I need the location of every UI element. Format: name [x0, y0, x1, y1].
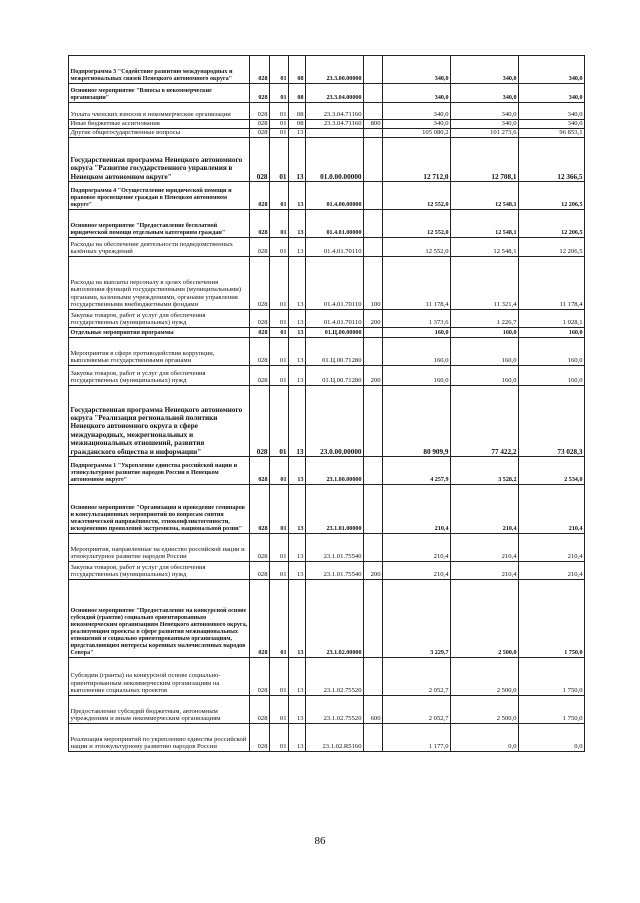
subsection-code-cell: 13 — [289, 534, 306, 562]
section-code-cell: 01 — [270, 238, 289, 257]
subsection-code-cell: 13 — [289, 138, 306, 182]
ved-code-cell: 028 — [250, 182, 270, 210]
amount-year3-cell: 340,0 — [519, 120, 585, 129]
amount-year1-cell: 340,0 — [383, 56, 451, 84]
amount-year2-cell: 2 500,0 — [451, 580, 519, 658]
amount-year3-cell: 160,0 — [519, 328, 585, 338]
amount-year2-cell: 2 500,0 — [451, 696, 519, 724]
amount-year2-cell: 160,0 — [451, 366, 519, 386]
section-code-cell: 01 — [270, 56, 289, 84]
section-code-cell: 01 — [270, 328, 289, 338]
amount-year3-cell: 210,4 — [519, 562, 585, 580]
ved-code-cell: 028 — [250, 658, 270, 696]
amount-year3-cell: 96 853,1 — [519, 129, 585, 138]
subsection-code-cell: 13 — [289, 182, 306, 210]
ved-code-cell: 028 — [250, 138, 270, 182]
amount-year2-cell: 340,0 — [451, 56, 519, 84]
expense-type-cell — [364, 138, 383, 182]
amount-year1-cell: 210,4 — [383, 562, 451, 580]
expense-type-cell — [364, 103, 383, 120]
target-article-cell: 23.1.01.00000 — [306, 485, 364, 534]
amount-year1-cell: 12 552,0 — [383, 238, 451, 257]
expense-type-cell — [364, 182, 383, 210]
subsection-code-cell: 08 — [289, 56, 306, 84]
ved-code-cell: 028 — [250, 310, 270, 328]
ved-code-cell: 028 — [250, 457, 270, 485]
ved-code-cell: 028 — [250, 56, 270, 84]
section-code-cell: 01 — [270, 84, 289, 103]
row-name-cell: Мероприятия, направленные на единство российской нации и этнокультурное развитие народов России — [69, 534, 250, 562]
row-name-cell: Основное мероприятие "Предоставление бесплатной юридической помощи отдельным категориям граждан" — [69, 210, 250, 238]
target-article-cell: 01.Ц.00.00000 — [306, 328, 364, 338]
amount-year1-cell: 12 712,0 — [383, 138, 451, 182]
target-article-cell: 01.4.01.70110 — [306, 257, 364, 310]
table-row — [69, 182, 585, 210]
target-article-cell: 23.1.02.R5160 — [306, 724, 364, 752]
section-code-cell: 01 — [270, 210, 289, 238]
subsection-code-cell: 13 — [289, 457, 306, 485]
table-row — [69, 724, 585, 752]
amount-year1-cell: 160,0 — [383, 328, 451, 338]
row-name-cell: Реализация мероприятий по укреплению единства российской нации и этнокультурному развитию народов России — [69, 724, 250, 752]
amount-year3-cell: 12 366,5 — [519, 138, 585, 182]
expense-type-cell: 200 — [364, 310, 383, 328]
row-name-cell: Основное мероприятие "Предоставление на конкурсной основе субсидий (грантов) социально ориентированным некоммерческим организациям Ненецкого автономного округа, реализующим проекты в сфере развития межнациональных отношений и социально ориентированным организациям, представляющим интересы коренных малочисленных народов Севера" — [69, 580, 250, 658]
amount-year1-cell: 1 373,6 — [383, 310, 451, 328]
table-row — [69, 386, 585, 457]
amount-year1-cell: 12 552,0 — [383, 182, 451, 210]
row-name-cell: Основное мероприятие "Организация и проведение семинаров и консультационных мероприятий по вопросам снятия межэтнической напряжённости, этноконфликтогенности, искоренению проявлений экстремизма, национальной розни" — [69, 485, 250, 534]
amount-year3-cell: 1 750,0 — [519, 580, 585, 658]
target-article-cell: 23.1.01.75540 — [306, 534, 364, 562]
subsection-code-cell: 13 — [289, 658, 306, 696]
row-name-cell: Закупка товаров, работ и услуг для обеспечения государственных (муниципальных) нужд — [69, 562, 250, 580]
target-article-cell: 23.3.04.71160 — [306, 103, 364, 120]
amount-year1-cell: 80 909,9 — [383, 386, 451, 457]
row-name-cell: Субсидии (гранты) на конкурсной основе социально-ориентированным некоммерческим организациям на выполнение социальных проектов — [69, 658, 250, 696]
expense-type-cell — [364, 534, 383, 562]
ved-code-cell: 028 — [250, 366, 270, 386]
table-row — [69, 562, 585, 580]
target-article-cell — [306, 129, 364, 138]
amount-year3-cell: 73 028,3 — [519, 386, 585, 457]
amount-year3-cell: 1 750,0 — [519, 658, 585, 696]
amount-year1-cell: 210,4 — [383, 534, 451, 562]
row-name-cell: Уплата членских взносов в некоммерческие организации — [69, 103, 250, 120]
amount-year3-cell: 0,0 — [519, 724, 585, 752]
amount-year3-cell: 340,0 — [519, 84, 585, 103]
amount-year2-cell: 12 548,1 — [451, 210, 519, 238]
table-row — [69, 84, 585, 103]
amount-year2-cell: 160,0 — [451, 328, 519, 338]
amount-year1-cell: 11 178,4 — [383, 257, 451, 310]
subsection-code-cell: 13 — [289, 210, 306, 238]
table-row — [69, 338, 585, 366]
amount-year2-cell: 210,4 — [451, 485, 519, 534]
amount-year2-cell: 160,0 — [451, 338, 519, 366]
table-row — [69, 457, 585, 485]
amount-year3-cell: 160,0 — [519, 338, 585, 366]
target-article-cell: 23.3.00.00000 — [306, 56, 364, 84]
amount-year1-cell: 340,0 — [383, 103, 451, 120]
amount-year3-cell: 11 178,4 — [519, 257, 585, 310]
amount-year2-cell: 12 548,1 — [451, 182, 519, 210]
target-article-cell: 23.1.02.75520 — [306, 658, 364, 696]
subsection-code-cell: 13 — [289, 129, 306, 138]
amount-year1-cell: 340,0 — [383, 120, 451, 129]
section-code-cell: 01 — [270, 534, 289, 562]
ved-code-cell: 028 — [250, 534, 270, 562]
subsection-code-cell: 13 — [289, 724, 306, 752]
ved-code-cell: 028 — [250, 328, 270, 338]
row-name-cell: Закупка товаров, работ и услуг для обеспечения государственных (муниципальных) нужд — [69, 366, 250, 386]
subsection-code-cell: 13 — [289, 338, 306, 366]
subsection-code-cell: 13 — [289, 310, 306, 328]
amount-year2-cell: 210,4 — [451, 562, 519, 580]
ved-code-cell: 028 — [250, 257, 270, 310]
budget-table — [68, 55, 585, 752]
amount-year2-cell: 2 500,0 — [451, 658, 519, 696]
amount-year2-cell: 1 226,7 — [451, 310, 519, 328]
target-article-cell: 23.1.00.00000 — [306, 457, 364, 485]
amount-year2-cell: 0,0 — [451, 724, 519, 752]
table-row — [69, 103, 585, 120]
amount-year2-cell: 3 528,2 — [451, 457, 519, 485]
table-row — [69, 56, 585, 84]
subsection-code-cell: 08 — [289, 103, 306, 120]
row-name-cell: Другие общегосударственные вопросы — [69, 129, 250, 138]
table-row — [69, 310, 585, 328]
section-code-cell: 01 — [270, 457, 289, 485]
target-article-cell: 23.1.01.75540 — [306, 562, 364, 580]
expense-type-cell: 100 — [364, 257, 383, 310]
expense-type-cell — [364, 386, 383, 457]
target-article-cell: 23.3.04.00000 — [306, 84, 364, 103]
ved-code-cell: 028 — [250, 120, 270, 129]
subsection-code-cell: 13 — [289, 366, 306, 386]
amount-year2-cell: 77 422,2 — [451, 386, 519, 457]
subsection-code-cell: 13 — [289, 238, 306, 257]
expense-type-cell — [364, 457, 383, 485]
expense-type-cell — [364, 724, 383, 752]
target-article-cell: 23.3.04.71160 — [306, 120, 364, 129]
expense-type-cell: 800 — [364, 120, 383, 129]
row-name-cell: Расходы на обеспечение деятельности подведомственных казённых учреждений — [69, 238, 250, 257]
section-code-cell: 01 — [270, 103, 289, 120]
table-row — [69, 129, 585, 138]
ved-code-cell: 028 — [250, 84, 270, 103]
ved-code-cell: 028 — [250, 562, 270, 580]
amount-year3-cell: 340,0 — [519, 103, 585, 120]
section-code-cell: 01 — [270, 310, 289, 328]
expense-type-cell: 200 — [364, 562, 383, 580]
subsection-code-cell: 13 — [289, 386, 306, 457]
target-article-cell: 23.1.02.75520 — [306, 696, 364, 724]
amount-year2-cell: 12 548,1 — [451, 238, 519, 257]
amount-year1-cell: 340,0 — [383, 84, 451, 103]
expense-type-cell — [364, 84, 383, 103]
amount-year1-cell: 4 257,9 — [383, 457, 451, 485]
table-row — [69, 485, 585, 534]
table-row — [69, 210, 585, 238]
amount-year2-cell: 340,0 — [451, 120, 519, 129]
expense-type-cell — [364, 485, 383, 534]
table-row — [69, 658, 585, 696]
amount-year3-cell: 12 206,5 — [519, 210, 585, 238]
expense-type-cell — [364, 658, 383, 696]
subsection-code-cell: 13 — [289, 328, 306, 338]
expense-type-cell — [364, 210, 383, 238]
table-row — [69, 696, 585, 724]
ved-code-cell: 028 — [250, 129, 270, 138]
amount-year2-cell: 101 273,6 — [451, 129, 519, 138]
target-article-cell: 01.Ц.00.71280 — [306, 366, 364, 386]
amount-year1-cell: 210,4 — [383, 485, 451, 534]
section-code-cell: 01 — [270, 580, 289, 658]
amount-year3-cell: 1 028,1 — [519, 310, 585, 328]
section-code-cell: 01 — [270, 138, 289, 182]
section-code-cell: 01 — [270, 562, 289, 580]
amount-year1-cell: 3 229,7 — [383, 580, 451, 658]
table-row — [69, 257, 585, 310]
amount-year2-cell: 11 321,4 — [451, 257, 519, 310]
row-name-cell: Предоставление субсидий бюджетным, автономным учреждениям и иным некоммерческим организациям — [69, 696, 250, 724]
row-name-cell: Подпрограмма 4 "Осуществление юридической помощи и правовое просвещение граждан в Ненецком автономном округе" — [69, 182, 250, 210]
amount-year3-cell: 12 206,5 — [519, 182, 585, 210]
amount-year2-cell: 340,0 — [451, 103, 519, 120]
row-name-cell: Иные бюджетные ассигнования — [69, 120, 250, 129]
expense-type-cell — [364, 56, 383, 84]
amount-year1-cell: 1 177,0 — [383, 724, 451, 752]
section-code-cell: 01 — [270, 182, 289, 210]
ved-code-cell: 028 — [250, 485, 270, 534]
amount-year3-cell: 12 206,5 — [519, 238, 585, 257]
expense-type-cell — [364, 580, 383, 658]
table-row — [69, 328, 585, 338]
page-number: 86 — [314, 835, 326, 847]
subsection-code-cell: 13 — [289, 485, 306, 534]
expense-type-cell — [364, 338, 383, 366]
amount-year3-cell: 210,4 — [519, 534, 585, 562]
table-row — [69, 580, 585, 658]
target-article-cell: 23.0.00.00000 — [306, 386, 364, 457]
row-name-cell: Государственная программа Ненецкого автономного округа "Развитие государственного управления в Ненецком автономном округе" — [69, 138, 250, 182]
target-article-cell: 01.4.01.70110 — [306, 310, 364, 328]
amount-year1-cell: 12 552,0 — [383, 210, 451, 238]
expense-type-cell: 200 — [364, 366, 383, 386]
section-code-cell: 01 — [270, 120, 289, 129]
ved-code-cell: 028 — [250, 338, 270, 366]
ved-code-cell: 028 — [250, 580, 270, 658]
subsection-code-cell: 13 — [289, 580, 306, 658]
subsection-code-cell: 13 — [289, 562, 306, 580]
target-article-cell: 01.4.01.00000 — [306, 210, 364, 238]
amount-year3-cell: 2 534,0 — [519, 457, 585, 485]
section-code-cell: 01 — [270, 724, 289, 752]
expense-type-cell — [364, 328, 383, 338]
table-row — [69, 366, 585, 386]
ved-code-cell: 028 — [250, 238, 270, 257]
amount-year1-cell: 160,0 — [383, 338, 451, 366]
section-code-cell: 01 — [270, 696, 289, 724]
row-name-cell: Подпрограмма 1 "Укрепление единства российской нации и этнокультурное развитие народов России в Ненецком автономном округе" — [69, 457, 250, 485]
amount-year1-cell: 160,0 — [383, 366, 451, 386]
ved-code-cell: 028 — [250, 103, 270, 120]
section-code-cell: 01 — [270, 658, 289, 696]
table-row — [69, 120, 585, 129]
subsection-code-cell: 13 — [289, 696, 306, 724]
ved-code-cell: 028 — [250, 386, 270, 457]
row-name-cell: Основное мероприятие "Взносы в некоммерческие организации" — [69, 84, 250, 103]
target-article-cell: 01.0.00.00000 — [306, 138, 364, 182]
row-name-cell: Государственная программа Ненецкого автономного округа "Реализация региональной политики Ненецкого автономного округа в сфере международных, межрегиональных и межнациональных отношений, развития гражданского общества и информации" — [69, 386, 250, 457]
expense-type-cell — [364, 129, 383, 138]
amount-year2-cell: 210,4 — [451, 534, 519, 562]
amount-year1-cell: 105 080,2 — [383, 129, 451, 138]
amount-year3-cell: 210,4 — [519, 485, 585, 534]
row-name-cell: Закупка товаров, работ и услуг для обеспечения государственных (муниципальных) нужд — [69, 310, 250, 328]
section-code-cell: 01 — [270, 338, 289, 366]
row-name-cell: Мероприятия в сфере противодействия коррупции, выполняемые государственными органами — [69, 338, 250, 366]
target-article-cell: 23.1.02.00000 — [306, 580, 364, 658]
subsection-code-cell: 13 — [289, 257, 306, 310]
amount-year3-cell: 160,0 — [519, 366, 585, 386]
amount-year2-cell: 12 708,1 — [451, 138, 519, 182]
ved-code-cell: 028 — [250, 696, 270, 724]
amount-year3-cell: 1 750,0 — [519, 696, 585, 724]
row-name-cell: Расходы на выплаты персоналу в целях обеспечения выполнения функций государственными (муниципальными) органами, казенными учреждениями, органами управления государственными внебюджетными фондами — [69, 257, 250, 310]
expense-type-cell — [364, 238, 383, 257]
row-name-cell: Отдельные мероприятия программы — [69, 328, 250, 338]
section-code-cell: 01 — [270, 257, 289, 310]
section-code-cell: 01 — [270, 386, 289, 457]
section-code-cell: 01 — [270, 366, 289, 386]
subsection-code-cell: 08 — [289, 84, 306, 103]
expense-type-cell: 600 — [364, 696, 383, 724]
ved-code-cell: 028 — [250, 724, 270, 752]
table-body — [69, 56, 585, 752]
amount-year2-cell: 340,0 — [451, 84, 519, 103]
table-row — [69, 238, 585, 257]
amount-year1-cell: 2 052,7 — [383, 696, 451, 724]
section-code-cell: 01 — [270, 129, 289, 138]
row-name-cell: Подпрограмма 3 "Содействие развитию международных и межрегиональных связей Ненецкого автономного округа" — [69, 56, 250, 84]
table-row — [69, 138, 585, 182]
target-article-cell: 01.Ц.00.71280 — [306, 338, 364, 366]
target-article-cell: 01.4.01.70110 — [306, 238, 364, 257]
amount-year3-cell: 340,0 — [519, 56, 585, 84]
subsection-code-cell: 08 — [289, 120, 306, 129]
ved-code-cell: 028 — [250, 210, 270, 238]
section-code-cell: 01 — [270, 485, 289, 534]
target-article-cell: 01.4.00.00000 — [306, 182, 364, 210]
table-row — [69, 534, 585, 562]
amount-year1-cell: 2 052,7 — [383, 658, 451, 696]
